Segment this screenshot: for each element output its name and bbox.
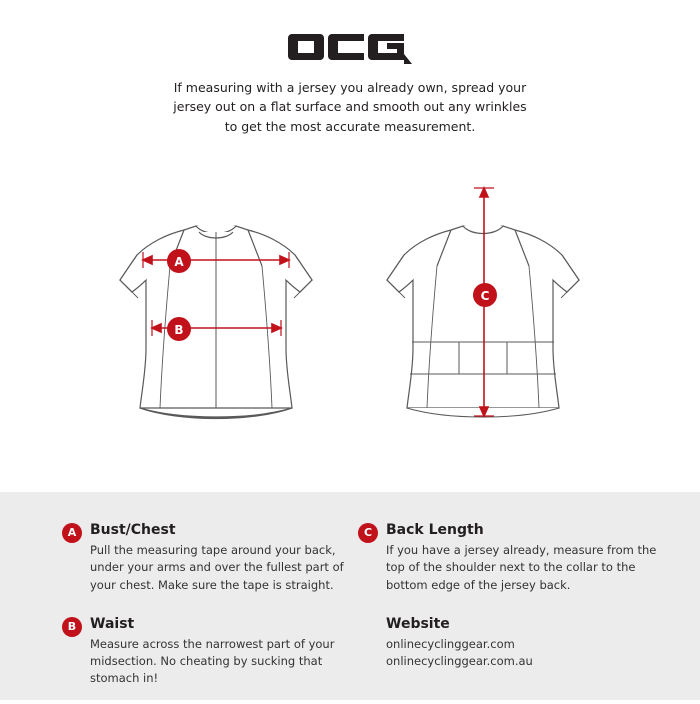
website-url-com[interactable]: onlinecyclinggear.com bbox=[386, 636, 515, 651]
svg-text:C: C bbox=[480, 289, 490, 303]
legend-body-back-length: If you have a jersey already, measure from the top of the shoulder next to the collar to the bottom edge of the jersey back. bbox=[386, 543, 657, 592]
legend-body-bust-chest: Pull the measuring tape around your back, under your arms and over the fullest part of your chest. Make sure the tape is straight. bbox=[90, 543, 344, 592]
legend-badge-b: B bbox=[62, 617, 82, 637]
legend-item-website bbox=[358, 616, 658, 671]
jersey-diagrams bbox=[0, 170, 700, 470]
diagram-marker-b bbox=[167, 317, 191, 341]
diagram-marker-c bbox=[473, 283, 497, 307]
legend-content bbox=[0, 522, 700, 702]
jersey-back-illustration bbox=[387, 226, 579, 417]
website-url-com-au[interactable]: onlinecyclinggear.com.au bbox=[386, 654, 533, 668]
diagram-marker-a bbox=[167, 249, 191, 273]
legend-badge-a: A bbox=[62, 523, 82, 543]
jersey-front-illustration bbox=[120, 226, 312, 419]
ocg-logo bbox=[0, 24, 700, 70]
legend-item-back-length bbox=[358, 522, 658, 594]
svg-text:A: A bbox=[174, 255, 184, 269]
legend-badge-c: C bbox=[358, 523, 378, 543]
legend-item-bust-chest bbox=[62, 522, 352, 594]
svg-text:B: B bbox=[174, 323, 184, 337]
legend-column-left bbox=[62, 522, 352, 704]
website-title: Website bbox=[386, 615, 450, 632]
intro-text: If measuring with a jersey you already own, spread your jersey out on a flat surface and smooth out any wrinkles to get the most accurate measurement. bbox=[173, 80, 527, 134]
legend-column-right bbox=[358, 522, 658, 686]
legend-title-back-length: Back Length bbox=[386, 522, 484, 538]
legend-title-bust-chest: Bust/Chest bbox=[90, 522, 176, 538]
legend-title-waist: Waist bbox=[90, 615, 135, 632]
legend-body-waist: Measure across the narrowest part of your midsection. No cheating by sucking that stomach in! bbox=[90, 636, 335, 686]
legend-item-waist bbox=[62, 616, 352, 688]
